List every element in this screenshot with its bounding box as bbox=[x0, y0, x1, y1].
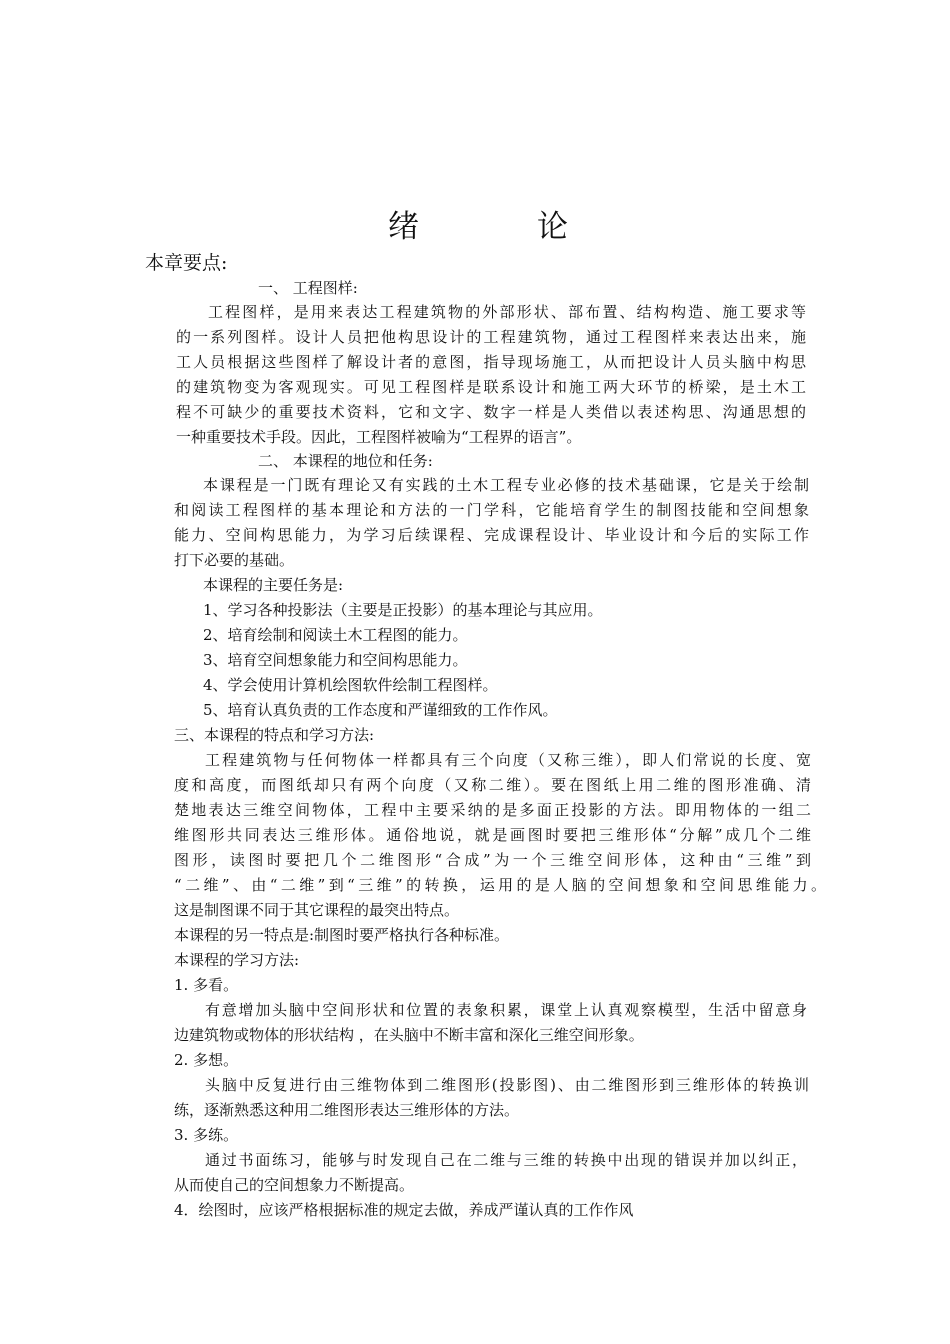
sec1-line: 工程图样，是用来表达工程建筑物的外部形状、部布置、结构构造、施工要求等 bbox=[208, 303, 806, 321]
method-3-line: 从而使自己的空间想象力不断提高。 bbox=[174, 1176, 415, 1194]
method-3-heading: 3. 多练。 bbox=[174, 1126, 239, 1144]
sec3-line: 楚地表达三维空间物体，工程中主要采纳的是多面正投影的方法。即用物体的一组二 bbox=[174, 801, 811, 819]
section-3-heading: 三、本课程的特点和学习方法: bbox=[174, 726, 375, 744]
task-item: 2、培育绘制和阅读土木工程图的能力。 bbox=[203, 626, 468, 644]
section-1-heading: 一、 工程图样: bbox=[258, 279, 358, 297]
sec2-line: 和阅读工程图样的基本理论和方法的一门学科，它能培育学生的制图技能和空间想象 bbox=[174, 501, 809, 519]
chapter-points-heading: 本章要点: bbox=[145, 252, 228, 274]
method-1-line: 边建筑物或物体的形状结构 ，在头脑中不断丰富和深化三维空间形象。 bbox=[174, 1026, 644, 1044]
title-char-2: 论 bbox=[537, 209, 568, 245]
title-char-1: 绪 bbox=[388, 209, 419, 245]
method-2-line: 练，逐渐熟悉这种用二维图形表达三维形体的方法。 bbox=[174, 1101, 520, 1119]
task-item: 3、培育空间想象能力和空间构思能力。 bbox=[203, 651, 468, 669]
sec3-line: 度和高度，而图纸却只有两个向度（又称二维）。要在图纸上用二维的图形准确、清 bbox=[174, 776, 811, 794]
sec1-line: 的建筑物变为客观现实。可见工程图样是联系设计和施工两大环节的桥梁，是土木工 bbox=[176, 378, 806, 396]
sec2-line: 能力、空间构思能力，为学习后续课程、完成课程设计、毕业设计和今后的实际工作 bbox=[174, 526, 809, 544]
feature-2: 本课程的另一特点是:制图时要严格执行各种标准。 bbox=[174, 926, 510, 944]
method-4-line: 4．绘图时，应该严格根据标准的规定去做，养成严谨认真的工作作风 bbox=[174, 1201, 634, 1219]
method-2-line: 头脑中反复进行由三维物体到二维图形(投影图)、由二维图形到三维形体的转换训 bbox=[205, 1076, 809, 1094]
method-2-heading: 2. 多想。 bbox=[174, 1051, 239, 1069]
sec3-line: 工程建筑物与任何物体一样都具有三个向度（又称三维），即人们常说的长度、宽 bbox=[205, 751, 811, 769]
sec3-line: 图形，读图时要把几个二维图形“合成”为一个三维空间形体，这种由“三维”到 bbox=[174, 851, 811, 869]
sec1-line: 程不可缺少的重要技术资料，它和文字、数字一样是人类借以表述构思、沟通思想的 bbox=[176, 403, 806, 421]
section-2-heading: 二、 本课程的地位和任务: bbox=[258, 452, 433, 470]
task-item: 4、学会使用计算机绘图软件绘制工程图样。 bbox=[203, 676, 498, 694]
sec2-line: 打下必要的基础。 bbox=[174, 551, 295, 569]
sec2-line: 本课程是一门既有理论又有实践的土木工程专业必修的技术基础课，它是关于绘制 bbox=[203, 476, 809, 494]
sec3-line: 维图形共同表达三维形体。通俗地说，就是画图时要把三维形体“分解”成几个二维 bbox=[174, 826, 811, 844]
sec3-line: 这是制图课不同于其它课程的最突出特点。 bbox=[174, 901, 460, 919]
methods-intro: 本课程的学习方法: bbox=[174, 951, 300, 969]
tasks-intro: 本课程的主要任务是: bbox=[203, 576, 344, 594]
method-1-heading: 1. 多看。 bbox=[174, 976, 239, 994]
sec1-line: 一种重要技术手段。因此，工程图样被喻为“工程界的语言”。 bbox=[176, 428, 582, 446]
sec1-line: 工人员根据这些图样了解设计者的意图，指导现场施工，从而把设计人员头脑中构思 bbox=[176, 353, 806, 371]
task-item: 5、培育认真负责的工作态度和严谨细致的工作作风。 bbox=[203, 701, 558, 719]
method-3-line: 通过书面练习，能够与时发现自己在二维与三维的转换中出现的错误并加以纠正， bbox=[205, 1151, 807, 1169]
sec3-line: “二维”、由“二维”到“三维”的转换，运用的是人脑的空间想象和空间思维能力。 bbox=[174, 876, 826, 894]
sec1-line: 的一系列图样。设计人员把他构思设计的工程建筑物，通过工程图样来表达出来，施 bbox=[176, 328, 806, 346]
task-item: 1、学习各种投影法（主要是正投影）的基本理论与其应用。 bbox=[203, 601, 603, 619]
page-title bbox=[388, 205, 568, 249]
method-1-line: 有意增加头脑中空间形状和位置的表象积累，课堂上认真观察模型，生活中留意身 bbox=[205, 1001, 807, 1019]
